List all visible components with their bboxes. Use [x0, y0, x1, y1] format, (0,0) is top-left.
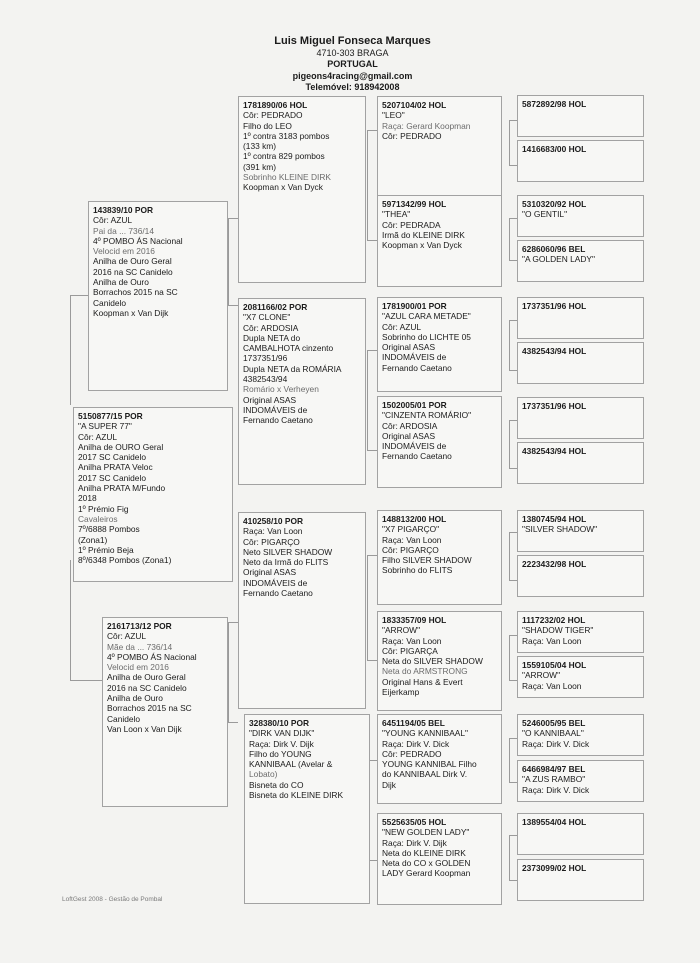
pedigree-line: Côr: PIGARÇA: [382, 645, 438, 656]
pedigree-line: "LEO": [382, 110, 405, 121]
pedigree-line: Sobrinho do LICHTE 05: [382, 331, 471, 342]
ring-number: 1833357/09 HOL: [382, 615, 447, 625]
pedigree-line: Côr: AZUL: [107, 631, 147, 642]
footer-credit: LoftGest 2008 - Gestão de Pombal: [62, 896, 163, 903]
connector-line: [509, 320, 510, 370]
connector-line: [509, 532, 517, 533]
pedigree-line: (Zona1): [78, 534, 108, 545]
pedigree-line: Original ASAS: [382, 430, 436, 441]
pedigree-line: YOUNG KANNIBAL Filho: [382, 759, 477, 770]
pedigree-line: Côr: PEDRADO: [382, 748, 442, 759]
pedigree-line: Dupla NETA da ROMÁRIA: [243, 363, 342, 374]
ring-number: 1559105/04 HOL: [522, 660, 587, 670]
pedigree-line: Sobrinho KLEINE DIRK: [243, 172, 331, 183]
pedigree-line: Pai da ... 736/14: [93, 225, 154, 236]
pedigree-gen4-4: [377, 396, 502, 488]
pedigree-line: Raça: Dirk V. Dick: [522, 784, 590, 795]
connector-line: [367, 130, 377, 131]
ring-number: 2223432/98 HOL: [522, 559, 587, 569]
pedigree-line: Côr: PIGARÇO: [382, 544, 439, 555]
connector-line: [509, 880, 517, 881]
connector-line: [228, 218, 238, 219]
pedigree-line: 8º/6348 Pombos (Zona1): [78, 555, 172, 566]
connector-line: [509, 370, 517, 371]
pedigree-line: Borrachos 2015 na SC: [93, 287, 178, 298]
pedigree-sire: [88, 201, 228, 391]
pedigree-line: Dijk: [382, 779, 396, 790]
pedigree-line: 2017 SC Canidelo: [78, 472, 146, 483]
pedigree-gen5-4: [517, 240, 644, 282]
pedigree-line: Anilha de Ouro: [107, 693, 163, 704]
pedigree-line: INDOMÁVEIS de: [243, 577, 308, 588]
connector-line: [509, 782, 517, 783]
connector-line: [228, 622, 229, 722]
pedigree-line: do KANNIBAAL Dirk V.: [382, 769, 468, 780]
pedigree-gen3-4: [244, 714, 370, 904]
connector-line: [228, 722, 238, 723]
pedigree-gen4-5: [377, 510, 502, 605]
pedigree-line: 2018: [78, 493, 97, 504]
ring-number: 1502005/01 POR: [382, 400, 447, 410]
connector-line: [367, 350, 368, 450]
pedigree-line: Fernando Caetano: [382, 451, 452, 462]
pedigree-line: 4382543/94: [243, 374, 288, 385]
pedigree-line: "SILVER SHADOW": [522, 524, 598, 535]
connector-line: [509, 218, 517, 219]
pedigree-gen4-2: [377, 195, 502, 287]
pedigree-line: Anilha de Ouro Geral: [93, 256, 172, 267]
pedigree-line: Côr: AZUL: [93, 215, 133, 226]
pedigree-gen4-3: [377, 297, 502, 392]
connector-line: [509, 835, 517, 836]
pedigree-gen5-15: [517, 813, 644, 855]
ring-number: 5150877/15 POR: [78, 411, 143, 421]
connector-line: [509, 635, 510, 680]
pedigree-line: INDOMÁVEIS de: [382, 352, 447, 363]
pedigree-subject: [73, 407, 233, 582]
owner-country: PORTUGAL: [327, 59, 378, 69]
pedigree-line: Raça: Van Loon: [382, 534, 442, 545]
pedigree-gen4-6: [377, 611, 502, 711]
connector-line: [509, 580, 517, 581]
pedigree-line: "X7 CLONE": [243, 312, 291, 323]
ring-number: 1117232/02 HOL: [522, 615, 586, 625]
connector-line: [367, 350, 377, 351]
pedigree-dam: [102, 617, 228, 807]
ring-number: 1781890/06 HOL: [243, 100, 308, 110]
connector-line: [509, 835, 510, 880]
pedigree-line: Côr: PEDRADO: [382, 130, 442, 141]
pedigree-line: "AZUL CARA METADE": [382, 311, 471, 322]
pedigree-gen5-14: [517, 760, 644, 802]
ring-number: 6286060/96 BEL: [522, 244, 586, 254]
pedigree-line: Eijerkamp: [382, 687, 420, 698]
pedigree-line: Original ASAS: [243, 394, 297, 405]
ring-number: 410258/10 POR: [243, 516, 304, 526]
pedigree-line: "NEW GOLDEN LADY": [382, 827, 470, 838]
pedigree-gen5-5: [517, 297, 644, 339]
pedigree-gen5-12: [517, 656, 644, 698]
pedigree-line: Anilha PRATA Veloc: [78, 462, 153, 473]
pedigree-line: Raça: Gerard Koopman: [382, 120, 471, 131]
connector-line: [509, 468, 517, 469]
pedigree-gen5-16: [517, 859, 644, 901]
pedigree-line: Mãe da ... 736/14: [107, 641, 173, 652]
pedigree-gen3-2: [238, 298, 366, 485]
pedigree-gen4-7: [377, 714, 502, 804]
connector-line: [70, 295, 71, 405]
pedigree-line: 1º contra 829 pombos: [243, 151, 325, 162]
connector-line: [367, 130, 368, 240]
pedigree-line: "SHADOW TIGER": [522, 625, 594, 636]
ring-number: 2373099/02 HOL: [522, 863, 587, 873]
ring-number: 4382543/94 HOL: [522, 346, 587, 356]
pedigree-line: Filho SILVER SHADOW: [382, 555, 472, 566]
pedigree-line: Original Hans & Evert: [382, 676, 463, 687]
pedigree-line: Canidelo: [107, 713, 141, 724]
ring-number: 5246005/95 BEL: [522, 718, 586, 728]
pedigree-line: "ARROW": [382, 625, 421, 636]
connector-line: [509, 120, 510, 165]
pedigree-line: Côr: ARDOSIA: [382, 420, 438, 431]
pedigree-line: KANNIBAAL (Avelar &: [249, 759, 333, 770]
pedigree-line: Anilha de OURO Geral: [78, 441, 164, 452]
connector-line: [228, 218, 229, 306]
connector-line: [367, 450, 377, 451]
pedigree-line: 2016 na SC Canidelo: [107, 682, 187, 693]
pedigree-gen5-3: [517, 195, 644, 237]
ring-number: 5872892/98 HOL: [522, 99, 587, 109]
ring-number: 1389554/04 HOL: [522, 817, 587, 827]
pedigree-gen5-7: [517, 397, 644, 439]
ring-number: 5525635/05 HOL: [382, 817, 447, 827]
ring-number: 4382543/94 HOL: [522, 446, 587, 456]
pedigree-gen4-8: [377, 813, 502, 905]
pedigree-line: Van Loon x Van Dijk: [107, 723, 182, 734]
pedigree-line: (133 km): [243, 141, 277, 152]
owner-email: pigeons4racing@gmail.com: [292, 70, 413, 81]
pedigree-line: INDOMÁVEIS de: [382, 441, 447, 452]
pedigree-line: 1º Prémio Fig: [78, 503, 129, 514]
ring-number: 6466984/97 BEL: [522, 764, 586, 774]
ring-number: 5207104/02 HOL: [382, 100, 447, 110]
pedigree-line: Filho do YOUNG: [249, 748, 312, 759]
pedigree-line: Côr: ARDOSIA: [243, 322, 299, 333]
pedigree-line: "X7 PIGARÇO": [382, 524, 440, 535]
pedigree-gen5-10: [517, 555, 644, 597]
pedigree-line: Neta do ARMSTRONG: [382, 666, 468, 677]
pedigree-line: Koopman x Van Dyck: [382, 240, 462, 251]
pedigree-line: Raça: Dirk V. Dijk: [249, 738, 314, 749]
pedigree-line: Raça: Van Loon: [382, 635, 442, 646]
pedigree-line: Raça: Dirk V. Dijk: [382, 837, 447, 848]
ring-number: 1737351/96 HOL: [522, 401, 587, 411]
pedigree-line: Côr: PIGARÇO: [243, 536, 300, 547]
owner-postal: 4710-303 BRAGA: [316, 47, 389, 58]
pedigree-line: Côr: AZUL: [382, 321, 422, 332]
pedigree-line: LADY Gerard Koopman: [382, 868, 471, 879]
pedigree-line: Côr: PEDRADO: [243, 110, 303, 121]
pedigree-line: 2016 na SC Canidelo: [93, 266, 173, 277]
pedigree-line: Neta do SILVER SHADOW: [382, 656, 483, 667]
pedigree-line: Filho do LEO: [243, 120, 292, 131]
ring-number: 328380/10 POR: [249, 718, 310, 728]
ring-number: 5310320/92 HOL: [522, 199, 587, 209]
ring-number: 2161713/12 POR: [107, 621, 172, 631]
connector-line: [509, 680, 517, 681]
pedigree-line: "O KANNIBAAL": [522, 728, 584, 739]
pedigree-gen3-1: [238, 96, 366, 283]
pedigree-line: Neto SILVER SHADOW: [243, 546, 333, 557]
connector-line: [509, 532, 510, 580]
pedigree-line: Anilha PRATA M/Fundo: [78, 483, 166, 494]
connector-line: [509, 218, 510, 260]
pedigree-line: "A ZUS RAMBO": [522, 774, 586, 785]
pedigree-line: Côr: PEDRADA: [382, 219, 441, 230]
pedigree-line: Original ASAS: [382, 342, 436, 353]
pedigree-line: 1º Prémio Beja: [78, 544, 134, 555]
pedigree-line: INDOMÁVEIS de: [243, 404, 308, 415]
pedigree-line: 4º POMBO ÁS Nacional: [93, 235, 183, 246]
pedigree-gen5-2: [517, 140, 644, 182]
ring-number: 1488132/00 HOL: [382, 514, 447, 524]
pedigree-gen5-9: [517, 510, 644, 552]
pedigree-line: Koopman x Van Dijk: [93, 307, 169, 318]
pedigree-gen5-13: [517, 714, 644, 756]
connector-line: [367, 660, 377, 661]
pedigree-line: 1737351/96: [243, 353, 288, 364]
pedigree-line: Neto da Irmã do FLITS: [243, 557, 329, 568]
connector-line: [70, 295, 88, 296]
connector-line: [509, 738, 517, 739]
pedigree-line: 2017 SC Canidelo: [78, 452, 146, 463]
pedigree-line: 4º POMBO ÁS Nacional: [107, 651, 197, 662]
pedigree-line: Bisneta do CO: [249, 779, 304, 790]
pedigree-gen5-1: [517, 95, 644, 137]
pedigree-line: "O GENTIL": [522, 209, 568, 220]
connector-line: [367, 555, 368, 660]
connector-line: [509, 320, 517, 321]
pedigree-line: Romário x Verheyen: [243, 384, 319, 395]
pedigree-line: Raça: Van Loon: [243, 526, 303, 537]
pedigree-line: 1º contra 3183 pombos: [243, 130, 330, 141]
ring-number: 1416683/00 HOL: [522, 144, 587, 154]
pedigree-gen5-6: [517, 342, 644, 384]
pedigree-line: Raça: Van Loon: [522, 635, 582, 646]
connector-line: [509, 738, 510, 782]
ring-number: 1781900/01 POR: [382, 301, 447, 311]
pedigree-line: Fernando Caetano: [243, 588, 313, 599]
pedigree-line: Raça: Dirk V. Dick: [382, 738, 450, 749]
pedigree-line: Cavaleiros: [78, 513, 118, 524]
pedigree-line: Velocid em 2016: [107, 662, 169, 673]
pedigree-line: Anilha de Ouro: [93, 277, 149, 288]
pedigree-line: "A SUPER 77": [78, 421, 132, 432]
owner-header: [230, 36, 475, 94]
pedigree-line: "YOUNG KANNIBAAL": [382, 728, 468, 739]
pedigree-line: 7º/6888 Pombos: [78, 524, 140, 535]
pedigree-line: "DIRK VAN DIJK": [249, 728, 315, 739]
pedigree-line: Côr: AZUL: [78, 431, 118, 442]
pedigree-line: Dupla NETA do: [243, 332, 301, 343]
connector-line: [367, 240, 377, 241]
pedigree-line: Original ASAS: [243, 567, 297, 578]
connector-line: [509, 120, 517, 121]
pedigree-line: Bisneta do KLEINE DIRK: [249, 790, 344, 801]
pedigree-line: "CINZENTA ROMÁRIO": [382, 410, 472, 421]
pedigree-line: CAMBALHOTA cinzento: [243, 343, 334, 354]
pedigree-line: Anilha de Ouro Geral: [107, 672, 186, 683]
pedigree-line: Neta do KLEINE DIRK: [382, 847, 466, 858]
connector-line: [509, 420, 517, 421]
ring-number: 143839/10 POR: [93, 205, 154, 215]
connector-line: [509, 635, 517, 636]
connector-line: [509, 165, 517, 166]
connector-line: [509, 260, 517, 261]
pedigree-line: Fernando Caetano: [243, 415, 313, 426]
ring-number: 5971342/99 HOL: [382, 199, 447, 209]
pedigree-line: "THEA": [382, 209, 411, 220]
pedigree-gen5-11: [517, 611, 644, 653]
connector-line: [367, 555, 377, 556]
connector-line: [228, 622, 238, 623]
pedigree-gen5-8: [517, 442, 644, 484]
owner-name: Luis Miguel Fonseca Marques: [274, 35, 431, 47]
pedigree-line: Fernando Caetano: [382, 362, 452, 373]
pedigree-line: Canidelo: [93, 297, 127, 308]
pedigree-line: Lobato): [249, 769, 278, 780]
pedigree-line: (391 km): [243, 161, 277, 172]
ring-number: 2081166/02 POR: [243, 302, 308, 312]
ring-number: 6451194/05 BEL: [382, 718, 445, 728]
pedigree-line: "ARROW": [522, 670, 561, 681]
ring-number: 1737351/96 HOL: [522, 301, 587, 311]
pedigree-line: Sobrinho do FLITS: [382, 565, 453, 576]
pedigree-line: "A GOLDEN LADY": [522, 254, 595, 265]
pedigree-line: Velocid em 2016: [93, 246, 155, 257]
connector-line: [509, 420, 510, 468]
pedigree-line: Koopman x Van Dyck: [243, 182, 323, 193]
owner-phone: Telemóvel: 918942008: [305, 82, 400, 92]
connector-line: [228, 305, 238, 306]
pedigree-gen3-3: [238, 512, 366, 709]
pedigree-line: Raça: Dirk V. Dick: [522, 738, 590, 749]
connector-line: [70, 560, 71, 680]
pedigree-line: Neta do CO x GOLDEN: [382, 858, 471, 869]
pedigree-line: Irmã do KLEINE DIRK: [382, 229, 465, 240]
ring-number: 1380745/94 HOL: [522, 514, 587, 524]
pedigree-line: Raça: Van Loon: [522, 680, 582, 691]
pedigree-line: Borrachos 2015 na SC: [107, 703, 192, 714]
connector-line: [70, 680, 102, 681]
